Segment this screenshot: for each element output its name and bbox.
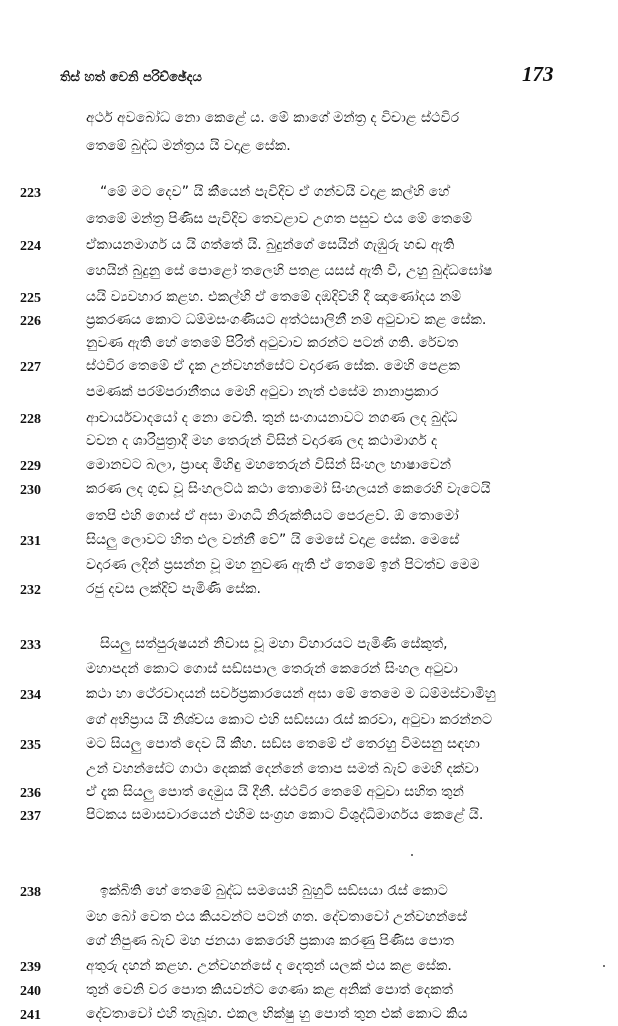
text-line: කරණ ලද ගුඬ වූ සිංහලට්ඨ කථා තොමෝ සිංහලයන් කෙරෙහි වැටෙයි [86,481,491,497]
text-line: පිටකය සමාසවාරයෙන් එහිම සංග්‍රහ කොට විශුද්ධිමාර්ගය කෙළේ යි. [86,807,484,823]
margin-line-number: 240 [20,984,41,999]
scan-speck [411,854,413,856]
text-line: ස්ථවිර තෙමේ ඒ දැක උන්වහන්සේට වදාරණ සේක. මෙහි පෙළක [86,358,460,374]
text-line: සියලු සත්පුරුෂයන් නිවාස වූ මහා විහාරයට පැමිණි සේකුත්, [100,636,448,652]
margin-line-number: 232 [20,583,41,598]
text-line: අතුරු දහන් කළහ. උන්වහන්සේ ද දෙතුන් යලක් එය කළ සේක. [86,958,452,974]
margin-line-number: 226 [20,314,41,329]
text-line: තෙමේ මන්ත්‍ර පිණිස පැවිදිව තෙවළාව උගත පසුව එය මේ තෙමේ [86,211,472,227]
text-line: අර්ථ අවබෝධ නො කෙළේ ය. මේ කාගේ මන්ත්‍ර ද විචාළ ස්ථවිර [86,110,460,126]
text-line: සියලු ලොවට හිත එල වන්නී වේ” යි මෙසේ වදාළ සේක. මෙසේ [86,532,460,548]
margin-line-number: 229 [20,459,41,474]
scan-speck [603,965,605,967]
text-line: යයි ව්‍යවහාර කළහ. එකල්හි ඒ තෙමේ දඹදිව්හි දී ඤාණෝදය නම් [86,289,462,305]
text-line: මහ බෝ වෙත එය කියවන්ට පටන් ගත. දේවතාවෝ උන්වහන්සේ [86,909,468,925]
text-line: ඒකායනමාර්ග ය යි ගත්තේ යි. බුදුන්ගේ සෙයින් ගැඹුරු හඬ ඇති [86,237,455,253]
margin-line-number: 235 [20,738,41,753]
text-line: පමණක් පරම්පරානීතය මෙහි අටුවා නැත් එසේම නානාප්‍රකාර [86,384,439,400]
margin-line-number: 224 [20,239,41,254]
margin-line-number: 234 [20,688,41,703]
margin-line-number: 239 [20,960,41,975]
margin-line-number: 231 [20,534,41,549]
text-line: කථා හා ථේරවාදයන් සර්වප්‍රකාරයෙන් අසා මේ තෙමෙ ම ධම්මස්වාමිහු [86,686,496,702]
text-line: තුන් වෙනි වර පොත කියවන්ට ගෙණා කළ අනික් පොත් දෙකත් [86,982,453,998]
text-line: “මේ මට දෙව” යි කීයෙන් පැවිදිව ඒ ගන්වයි වදාළ කල්හි හේ [100,184,450,200]
text-line: ප්‍රකරණය කොට ධම්මසංගණියට අත්ථසාලිනී නම් අටුවාව කළ සේක. [86,312,487,328]
text-line: උන් වහන්සේට ගාථා දෙකක් දෙන්නේ තොප සමත් බැව් මෙහි දක්වා [86,761,479,777]
text-line: ඒ දැක සියලු පොත් දෙමුය යි දීනී. ස්ථවිර තෙමේ අටුවා සහිත තුන් [86,784,464,800]
text-line: මට සියලු පොත් දෙව යි කීහ. සඞ්ඝ තෙමේ ඒ තෙරහු විමසනු සඳහා [86,736,480,752]
text-line: ඉක්බිති හේ තෙමේ බුද්ධ සමයෙහි බුහුටි සඞ්ඝයා රැස් කොට [100,883,448,899]
margin-line-number: 227 [20,360,41,375]
text-line: රජු දවස ලක්දිව් පැමිණි සේක. [86,581,262,597]
text-line: මොනවට බලා, ප්‍රාඥ මිහිඳු මහතෙරුන් විසින් සිංහල භාෂාවෙන් [86,457,452,473]
running-head: තිස් හත් වෙනි පරිච්ඡේදය [60,70,202,85]
text-line: ගේ නිපුණ බැව් මහ ජනයා කෙරෙහි ප්‍රකාශ කරණු පිණිස පොත [86,933,454,949]
text-line: තෙපි එහි ගොස් ඒ අසා මාගධී නිරුක්තියට පෙරළව්. ඕ තොමෝ [86,508,459,524]
margin-line-number: 228 [20,412,41,427]
margin-line-number: 236 [20,786,41,801]
text-line: මහාපදන් කොට ගොස් සඞ්ඝපාල තෙරුන් කෙරෙන් සිංහල අටුවා [86,661,458,677]
text-line: තෙමේ බුද්ධ මන්ත්‍රය යි වදාළ සේක. [86,138,291,154]
text-line: වදාරණ ලදින් ප්‍රසන්න වූ මහ නුවණ ඇති ඒ තෙමේ ඉන් පිටත්ව මෙම [86,557,480,573]
text-line: ආචාර්යවාදයෝ ද නො වෙති. තුන් සංගායනාවට නගණ ලද බුද්ධ [86,410,458,426]
margin-line-number: 237 [20,809,41,824]
margin-line-number: 230 [20,483,41,498]
margin-line-number: 225 [20,291,41,306]
page-number: 173 [522,62,554,86]
text-line: හෙයින් බුදුනු සේ පොළෝ තලෙහි පතළ යසස් ඇති වී, උහු බුද්ධඝෝෂ [86,263,493,279]
text-line: දේවතාවෝ එහි තැබූහ. එකල භික්ෂු හු පොත් තුන එක් කොට කිය [86,1006,468,1022]
text-line: ගේ අභිප්‍රාය යි නිශ්චය කොට එහි සඞ්ඝයා රැස් කරවා, අටුවා කරන්නට [86,712,493,728]
text-line: නුවණ ඇති හේ තෙමේ පිරිත් අටුවාව කරන්ට පටන් ගති. රේවත [86,335,458,351]
margin-line-number: 223 [20,186,41,201]
text-line: වචන ද ශාරිපුත්‍රාදී මහ තෙරුන් විසින් වදාරණ ලද කථාමාර්ග ද [86,433,438,449]
margin-line-number: 241 [20,1008,41,1023]
margin-line-number: 233 [20,638,41,653]
margin-line-number: 238 [20,885,41,900]
